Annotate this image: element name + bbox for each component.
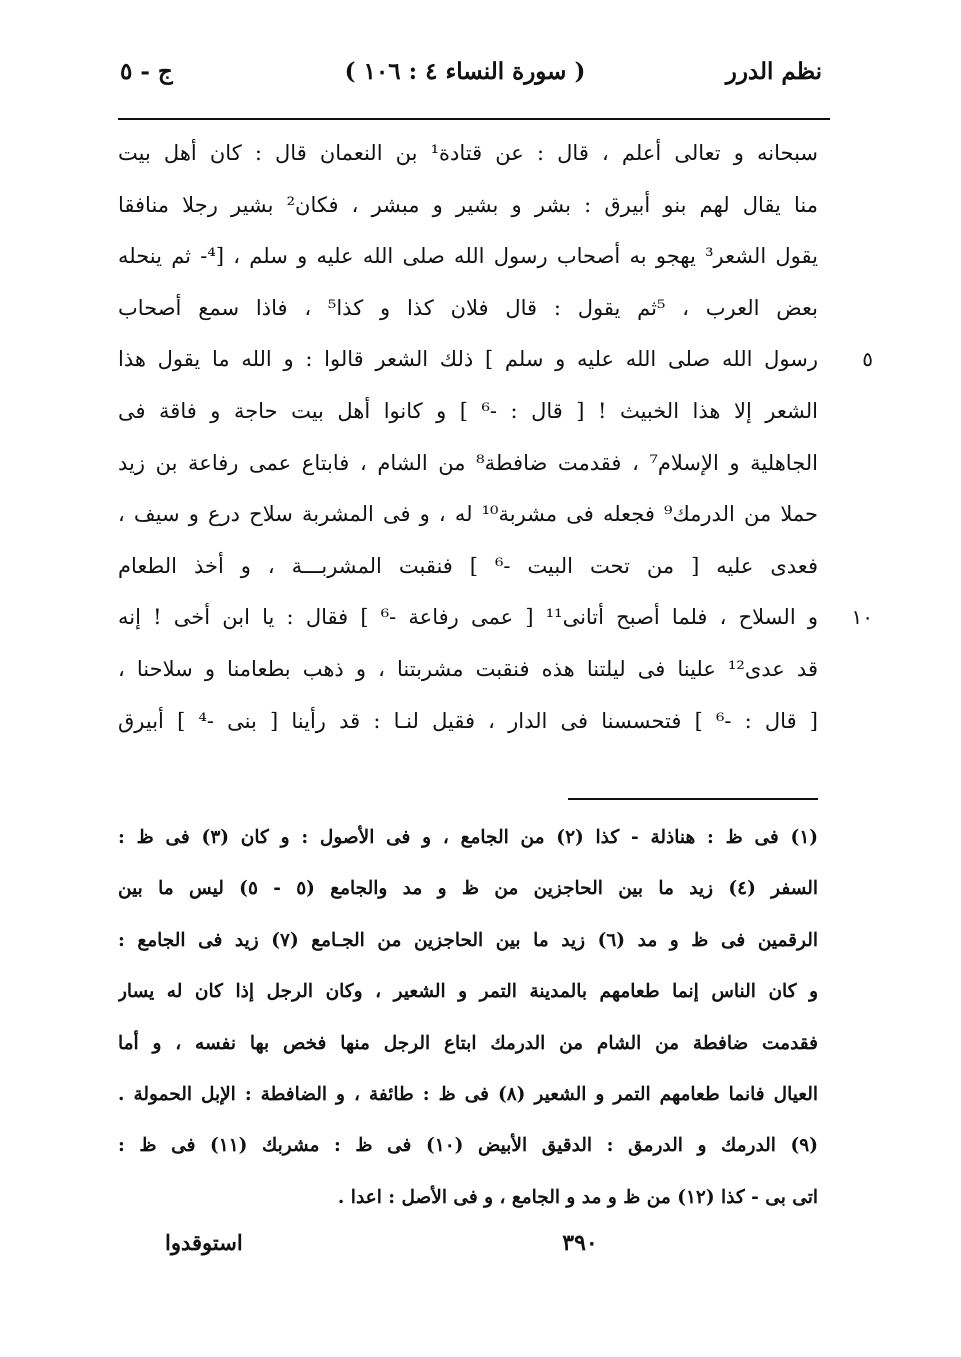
- text-line: و السلاح ، فلما أصبح أتانى¹¹ [ عمى رفاعة -⁶ ] فقال : يا ابن أخى ! إنه: [118, 605, 818, 630]
- footnotes: [118, 812, 818, 1223]
- text-line: فعدى عليه [ من تحت البيت -⁶ ] فنقبت المشربـــة ، و أخذ الطعام: [118, 553, 818, 578]
- page-header: [110, 58, 822, 98]
- footnote-line: اتى بى - كذا (١٢) من ظ و مد و الجامع ، و فى الأصل : اعدا .: [337, 1186, 818, 1208]
- text-line: رسول الله صلى الله عليه و سلم ] ذلك الشعر قالوا : و الله ما يقول هذا: [118, 347, 818, 372]
- footnote-line: العيال فانما طعامهم التمر و الشعير (٨) فى ظ : طائفة ، و الضافطة : الإبل الحمولة .: [118, 1083, 818, 1105]
- footnote-line: (١) فى ظ : هناذلة - كذا (٢) من الجامع ، و فى الأصول : و كان (٣) فى ظ :: [118, 827, 818, 848]
- book-title: نظم الدرر: [725, 58, 822, 85]
- main-text: [118, 128, 873, 747]
- surah-reference: ( سورة النساء ٤ : ١٠٦ ): [344, 58, 586, 85]
- text-line: قد عدى¹² علينا فى ليلتنا هذه فنقبت مشربتنا ، و ذهب بطعامنا و سلاحنا ،: [118, 656, 818, 681]
- text-line: [ قال : -⁶ ] فتحسسنا فى الدار ، فقيل لنـا : قد رأينا [ بنى -⁴ ] أبيرق: [118, 708, 818, 733]
- page-number: ٣٩٠: [562, 1230, 598, 1256]
- text-line: الجاهلية و الإسلام⁷ ، فقدمت ضافطة⁸ من الشام ، فابتاع عمى رفاعة بن زيد: [118, 450, 818, 475]
- line-number: ٥: [862, 347, 873, 372]
- page-footer: [110, 1230, 822, 1270]
- line-number: ١٠: [851, 605, 873, 630]
- text-line: بعض العرب ، ⁵ثم يقول : قال فلان كذا و كذا⁵ ، فاذا سمع أصحاب: [118, 295, 818, 320]
- text-line: منا يقال لهم بنو أبيرق : بشر و بشير و مبشر ، فكان² بشير رجلا منافقا: [118, 192, 818, 217]
- text-line: يقول الشعر³ يهجو به أصحاب رسول الله صلى الله عليه و سلم ، [⁴- ثم ينحله: [118, 244, 818, 269]
- volume-label: ج - ٥: [120, 58, 173, 85]
- footnote-line: الرقمين فى ظ و مد (٦) زيد ما بين الحاجزين من الجـامع (٧) زيد فى الجامع :: [118, 929, 818, 951]
- footnote-divider: [568, 798, 818, 800]
- footnote-line: السفر (٤) زيد ما بين الحاجزين من ظ و مد والجامع (٥ - ٥) ليس ما بين: [118, 878, 818, 900]
- catchword: استوقدوا: [165, 1230, 243, 1255]
- text-line: الشعر إلا هذا الخبيث ! [ قال : -⁶ ] و كانوا أهل بيت حاجة و فاقة فى: [118, 398, 818, 423]
- text-line: سبحانه و تعالى أعلم ، قال : عن قتادة¹ بن النعمان قال : كان أهل بيت: [118, 141, 818, 165]
- footnote-line: و كان الناس إنما طعامهم بالمدينة التمر و الشعير ، وكان الرجل إذا كان له يسار: [118, 981, 818, 1003]
- footnote-line: (٩) الدرمك و الدرمق : الدقيق الأبيض (١٠) فى ظ : مشربك (١١) فى ظ :: [118, 1135, 818, 1157]
- header-divider: [118, 118, 830, 120]
- footnote-line: فقدمت ضافطة من الشام من الدرمك ابتاع الرجل منها فخص بها نفسه ، و أما: [118, 1032, 818, 1054]
- text-line: حملا من الدرمك⁹ فجعله فى مشربة¹⁰ له ، و فى المشربة سلاح درع و سيف ،: [118, 502, 818, 527]
